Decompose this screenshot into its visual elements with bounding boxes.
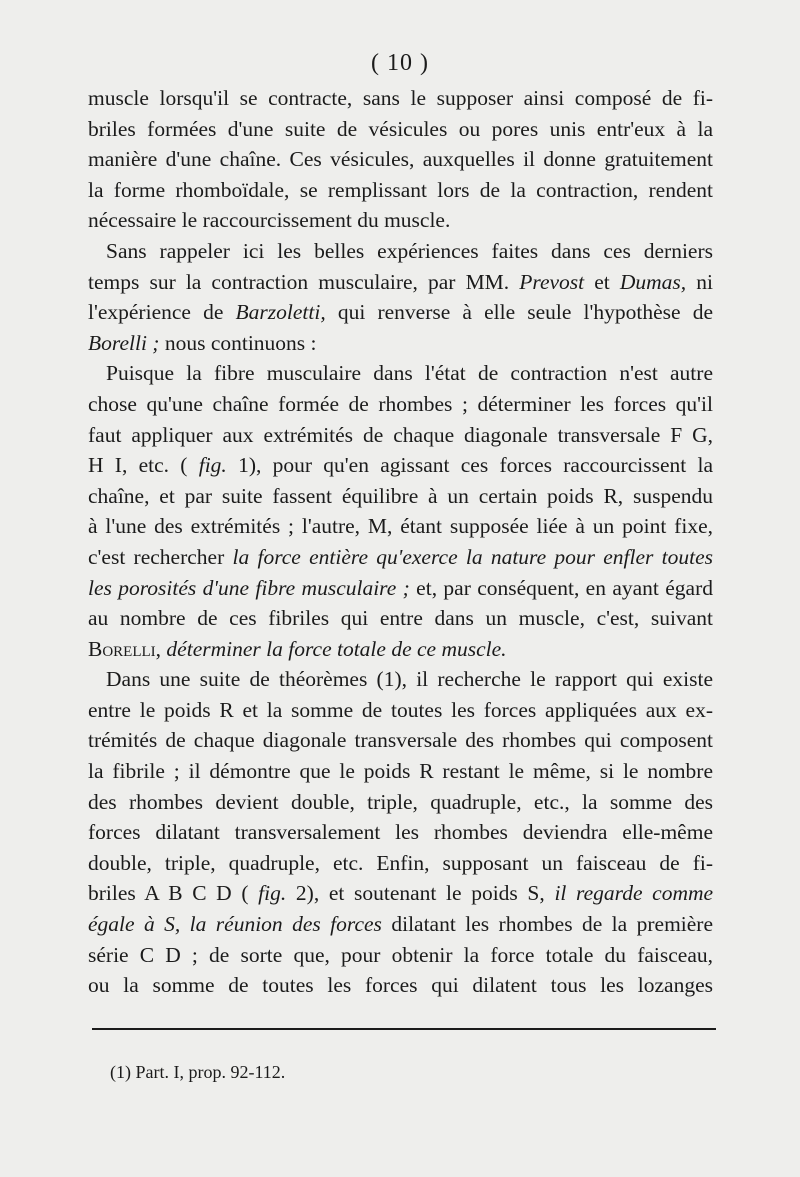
author-name: Dumas, xyxy=(619,269,687,294)
text-line: ou la somme de toutes les forces qui dilatent tous les lozanges xyxy=(88,973,713,998)
text-line: la forme rhomboïdale, se remplissant lors de la contraction, rendent xyxy=(88,177,713,202)
text-line: la fibrile ; il démontre que le poids R restant le même, si le nombre xyxy=(88,759,713,784)
footnote: (1) Part. I, prop. 92-112. xyxy=(110,1062,286,1082)
text-line: briles formées d'une suite de vésicules ou pores unis entr'eux à la xyxy=(88,116,713,141)
text-line: H I, etc. ( fig. 1), pour qu'en agissant ces forces raccourcissent la xyxy=(88,453,713,478)
text-line: Borelli ; nous continuons : xyxy=(88,330,317,355)
text-line: Puisque la fibre musculaire dans l'état de contraction n'est autre xyxy=(106,361,713,386)
text-line xyxy=(88,634,713,665)
text-line: Sans rappeler ici les belles expériences faites dans ces derniers xyxy=(106,238,713,263)
text-line: des rhombes devient double, triple, quadruple, etc., la somme des xyxy=(88,789,713,814)
body-text xyxy=(88,83,713,1001)
text-line: Dans une suite de théorèmes (1), il recherche le rapport qui existe xyxy=(106,667,713,692)
text-line: manière d'une chaîne. Ces vésicules, auxquelles il donne gratuitement xyxy=(88,147,713,172)
figure-reference: fig. xyxy=(198,453,227,478)
text-line: faut appliquer aux extrémités de chaque diagonale transversale F G, xyxy=(88,422,713,447)
author-name: Borelli, xyxy=(88,636,162,661)
author-name: Barzoletti, xyxy=(235,300,326,325)
text-line: chose qu'une chaîne formée de rhombes ; déterminer les forces qu'il xyxy=(88,391,713,416)
italic-phrase: égale à S, la réunion des forces xyxy=(88,912,382,937)
text-line: nécessaire le raccourcissement du muscle. xyxy=(88,208,451,233)
figure-reference: fig. xyxy=(258,881,287,906)
text-line: égale à S, la réunion des forces dilatant les rhombes de la première xyxy=(88,912,714,937)
text-line: muscle lorsqu'il se contracte, sans le supposer ainsi composé de fi- xyxy=(88,86,713,110)
text-line: à l'une des extrémités ; l'autre, M, étant supposée liée à un point fixe, xyxy=(88,514,713,539)
italic-phrase: la force entière qu'exerce la nature pour enfler toutes xyxy=(232,544,714,569)
text-line: c'est rechercher la force entière qu'exerce la nature pour enfler toutes xyxy=(88,544,714,569)
text-line: temps sur la contraction musculaire, par MM. Prevost et Dumas, ni xyxy=(88,269,713,294)
text-line: les porosités d'une fibre musculaire ; et, par conséquent, en ayant égard xyxy=(88,575,713,600)
text-line: forces dilatant transversalement les rhombes deviendra elle-même xyxy=(88,820,713,845)
footnote-divider xyxy=(92,1028,716,1030)
italic-phrase: les porosités d'une fibre musculaire ; xyxy=(88,575,410,600)
text-line: au nombre de ces fibriles qui entre dans un muscle, c'est, suivant xyxy=(88,606,713,631)
text-line: chaîne, et par suite fassent équilibre à un certain poids R, suspendu xyxy=(88,483,713,508)
page-number: ( 10 ) xyxy=(371,50,429,76)
text-line: série C D ; de sorte que, pour obtenir la force totale du faisceau, xyxy=(88,942,713,967)
text-line: entre le poids R et la somme de toutes les forces appliquées aux ex- xyxy=(88,697,713,722)
text-line: briles A B C D ( fig. 2), et soutenant le poids S, il regarde comme xyxy=(88,881,714,906)
author-name: Borelli ; xyxy=(88,330,160,355)
author-name: Prevost xyxy=(519,269,585,294)
italic-phrase: déterminer la force totale de ce muscle. xyxy=(166,636,507,661)
text-line: trémités de chaque diagonale transversale des rhombes qui composent xyxy=(88,728,713,753)
text-line: l'expérience de Barzoletti, qui renverse à elle seule l'hypothèse de xyxy=(88,300,714,325)
italic-phrase: il regarde comme xyxy=(554,881,714,906)
text-line: double, triple, quadruple, etc. Enfin, supposant un faisceau de fi- xyxy=(88,850,713,875)
